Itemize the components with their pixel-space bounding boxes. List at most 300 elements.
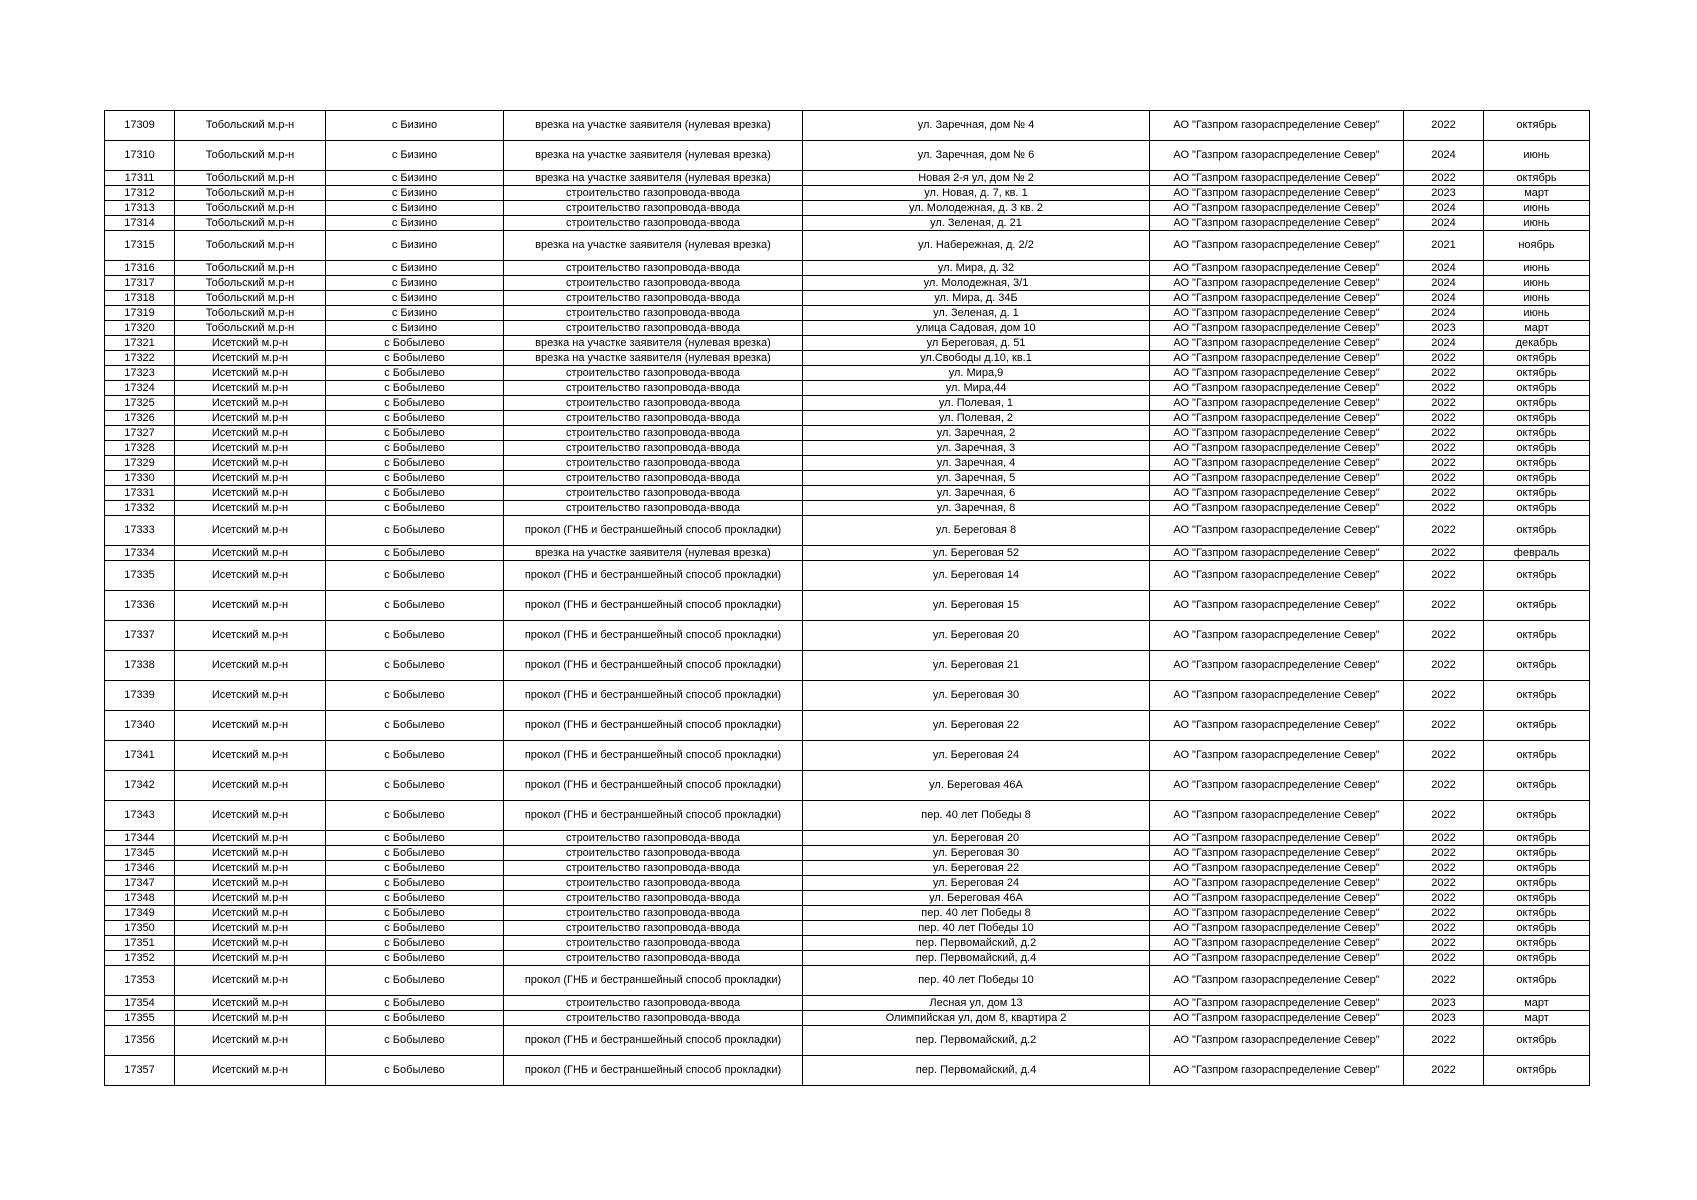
table-row xyxy=(105,336,1590,351)
cell-id: 17312 xyxy=(105,186,175,201)
cell-address: пер. 40 лет Победы 8 xyxy=(803,801,1150,831)
cell-id: 17353 xyxy=(105,966,175,996)
cell-address: ул. Набережная, д. 2/2 xyxy=(803,231,1150,261)
cell-address: пер. 40 лет Победы 10 xyxy=(803,966,1150,996)
cell-organization: АО "Газпром газораспределение Север" xyxy=(1150,141,1404,171)
cell-organization: АО "Газпром газораспределение Север" xyxy=(1150,261,1404,276)
cell-work-type: строительство газопровода-ввода xyxy=(504,216,803,231)
cell-year: 2022 xyxy=(1404,891,1484,906)
cell-address: ул. Заречная, 4 xyxy=(803,456,1150,471)
cell-settlement: с Бизино xyxy=(326,261,504,276)
table-row xyxy=(105,321,1590,336)
cell-address: ул Береговая, д. 51 xyxy=(803,336,1150,351)
cell-id: 17356 xyxy=(105,1026,175,1056)
cell-settlement: с Бобылево xyxy=(326,456,504,471)
cell-settlement: с Бобылево xyxy=(326,921,504,936)
cell-organization: АО "Газпром газораспределение Север" xyxy=(1150,801,1404,831)
cell-year: 2022 xyxy=(1404,171,1484,186)
cell-work-type: прокол (ГНБ и бестраншейный способ прокладки) xyxy=(504,621,803,651)
cell-settlement: с Бобылево xyxy=(326,741,504,771)
cell-organization: АО "Газпром газораспределение Север" xyxy=(1150,966,1404,996)
cell-district: Исетский м.р-н xyxy=(175,936,326,951)
cell-address: ул. Береговая 24 xyxy=(803,741,1150,771)
cell-district: Исетский м.р-н xyxy=(175,741,326,771)
cell-settlement: с Бобылево xyxy=(326,876,504,891)
cell-month: октябрь xyxy=(1484,396,1590,411)
cell-address: ул. Береговая 8 xyxy=(803,516,1150,546)
cell-year: 2022 xyxy=(1404,111,1484,141)
cell-month: февраль xyxy=(1484,546,1590,561)
cell-address: ул. Новая, д. 7, кв. 1 xyxy=(803,186,1150,201)
cell-district: Исетский м.р-н xyxy=(175,591,326,621)
cell-organization: АО "Газпром газораспределение Север" xyxy=(1150,216,1404,231)
cell-id: 17330 xyxy=(105,471,175,486)
cell-district: Исетский м.р-н xyxy=(175,711,326,741)
table-row xyxy=(105,771,1590,801)
cell-district: Исетский м.р-н xyxy=(175,651,326,681)
cell-district: Тобольский м.р-н xyxy=(175,216,326,231)
cell-settlement: с Бобылево xyxy=(326,951,504,966)
cell-work-type: прокол (ГНБ и бестраншейный способ прокладки) xyxy=(504,1026,803,1056)
cell-work-type: строительство газопровода-ввода xyxy=(504,381,803,396)
cell-work-type: строительство газопровода-ввода xyxy=(504,486,803,501)
cell-district: Исетский м.р-н xyxy=(175,441,326,456)
cell-id: 17309 xyxy=(105,111,175,141)
cell-address: ул. Береговая 21 xyxy=(803,651,1150,681)
cell-district: Тобольский м.р-н xyxy=(175,306,326,321)
cell-settlement: с Бизино xyxy=(326,306,504,321)
cell-work-type: строительство газопровода-ввода xyxy=(504,831,803,846)
cell-year: 2021 xyxy=(1404,231,1484,261)
cell-month: октябрь xyxy=(1484,456,1590,471)
cell-id: 17313 xyxy=(105,201,175,216)
cell-id: 17348 xyxy=(105,891,175,906)
cell-id: 17338 xyxy=(105,651,175,681)
cell-id: 17319 xyxy=(105,306,175,321)
cell-work-type: прокол (ГНБ и бестраншейный способ прокладки) xyxy=(504,711,803,741)
cell-id: 17326 xyxy=(105,411,175,426)
cell-organization: АО "Газпром газораспределение Север" xyxy=(1150,741,1404,771)
cell-month: октябрь xyxy=(1484,681,1590,711)
cell-month: октябрь xyxy=(1484,711,1590,741)
cell-id: 17318 xyxy=(105,291,175,306)
cell-month: октябрь xyxy=(1484,441,1590,456)
cell-district: Тобольский м.р-н xyxy=(175,231,326,261)
cell-month: октябрь xyxy=(1484,621,1590,651)
cell-settlement: с Бобылево xyxy=(326,996,504,1011)
cell-month: июнь xyxy=(1484,291,1590,306)
cell-district: Исетский м.р-н xyxy=(175,486,326,501)
cell-id: 17317 xyxy=(105,276,175,291)
cell-year: 2022 xyxy=(1404,546,1484,561)
table-row xyxy=(105,261,1590,276)
cell-address: ул. Береговая 15 xyxy=(803,591,1150,621)
cell-settlement: с Бобылево xyxy=(326,591,504,621)
cell-year: 2024 xyxy=(1404,216,1484,231)
cell-month: октябрь xyxy=(1484,411,1590,426)
cell-month: октябрь xyxy=(1484,471,1590,486)
table-row xyxy=(105,111,1590,141)
cell-address: ул. Береговая 30 xyxy=(803,681,1150,711)
cell-year: 2024 xyxy=(1404,201,1484,216)
cell-year: 2024 xyxy=(1404,291,1484,306)
cell-id: 17347 xyxy=(105,876,175,891)
cell-settlement: с Бобылево xyxy=(326,966,504,996)
cell-district: Исетский м.р-н xyxy=(175,381,326,396)
table-row xyxy=(105,876,1590,891)
cell-work-type: врезка на участке заявителя (нулевая врезка) xyxy=(504,171,803,186)
cell-month: октябрь xyxy=(1484,351,1590,366)
cell-month: март xyxy=(1484,321,1590,336)
cell-settlement: с Бобылево xyxy=(326,471,504,486)
cell-id: 17335 xyxy=(105,561,175,591)
cell-organization: АО "Газпром газораспределение Север" xyxy=(1150,171,1404,186)
table-row xyxy=(105,396,1590,411)
cell-id: 17345 xyxy=(105,846,175,861)
cell-address: ул. Заречная, 2 xyxy=(803,426,1150,441)
cell-month: март xyxy=(1484,186,1590,201)
table-row xyxy=(105,411,1590,426)
table-row xyxy=(105,591,1590,621)
cell-month: июнь xyxy=(1484,261,1590,276)
cell-address: ул. Молодежная, д. 3 кв. 2 xyxy=(803,201,1150,216)
cell-address: ул. Заречная, дом № 4 xyxy=(803,111,1150,141)
table-row xyxy=(105,381,1590,396)
cell-work-type: прокол (ГНБ и бестраншейный способ прокладки) xyxy=(504,966,803,996)
cell-address: ул. Береговая 46А xyxy=(803,891,1150,906)
table-row xyxy=(105,561,1590,591)
cell-district: Исетский м.р-н xyxy=(175,861,326,876)
table-row xyxy=(105,306,1590,321)
cell-address: ул. Береговая 22 xyxy=(803,861,1150,876)
cell-address: ул. Заречная, 5 xyxy=(803,471,1150,486)
cell-work-type: прокол (ГНБ и бестраншейный способ прокладки) xyxy=(504,516,803,546)
cell-id: 17357 xyxy=(105,1056,175,1086)
cell-work-type: врезка на участке заявителя (нулевая врезка) xyxy=(504,111,803,141)
document-page xyxy=(104,110,1589,1086)
table-row xyxy=(105,861,1590,876)
cell-address: ул. Мира, д. 34Б xyxy=(803,291,1150,306)
cell-address: пер. 40 лет Победы 10 xyxy=(803,921,1150,936)
table-row xyxy=(105,216,1590,231)
cell-work-type: строительство газопровода-ввода xyxy=(504,876,803,891)
cell-district: Исетский м.р-н xyxy=(175,966,326,996)
cell-settlement: с Бобылево xyxy=(326,516,504,546)
cell-organization: АО "Газпром газораспределение Север" xyxy=(1150,951,1404,966)
cell-district: Исетский м.р-н xyxy=(175,411,326,426)
cell-organization: АО "Газпром газораспределение Север" xyxy=(1150,486,1404,501)
table-row xyxy=(105,801,1590,831)
cell-year: 2024 xyxy=(1404,141,1484,171)
cell-id: 17320 xyxy=(105,321,175,336)
cell-district: Исетский м.р-н xyxy=(175,1011,326,1026)
cell-id: 17327 xyxy=(105,426,175,441)
cell-month: октябрь xyxy=(1484,171,1590,186)
cell-settlement: с Бизино xyxy=(326,186,504,201)
cell-settlement: с Бобылево xyxy=(326,381,504,396)
cell-settlement: с Бобылево xyxy=(326,846,504,861)
cell-organization: АО "Газпром газораспределение Север" xyxy=(1150,561,1404,591)
cell-month: октябрь xyxy=(1484,486,1590,501)
cell-settlement: с Бизино xyxy=(326,141,504,171)
gasification-table xyxy=(104,110,1590,1086)
cell-year: 2022 xyxy=(1404,846,1484,861)
cell-address: ул. Заречная, 3 xyxy=(803,441,1150,456)
cell-year: 2022 xyxy=(1404,741,1484,771)
cell-year: 2022 xyxy=(1404,936,1484,951)
cell-year: 2023 xyxy=(1404,321,1484,336)
cell-district: Исетский м.р-н xyxy=(175,951,326,966)
table-row xyxy=(105,1011,1590,1026)
cell-address: Лесная ул, дом 13 xyxy=(803,996,1150,1011)
cell-month: октябрь xyxy=(1484,891,1590,906)
cell-address: улица Садовая, дом 10 xyxy=(803,321,1150,336)
cell-address: Олимпийская ул, дом 8, квартира 2 xyxy=(803,1011,1150,1026)
cell-address: ул. Береговая 20 xyxy=(803,831,1150,846)
cell-district: Исетский м.р-н xyxy=(175,846,326,861)
cell-month: октябрь xyxy=(1484,861,1590,876)
cell-year: 2022 xyxy=(1404,1056,1484,1086)
table-row xyxy=(105,891,1590,906)
cell-id: 17321 xyxy=(105,336,175,351)
cell-month: октябрь xyxy=(1484,591,1590,621)
cell-organization: АО "Газпром газораспределение Север" xyxy=(1150,621,1404,651)
cell-organization: АО "Газпром газораспределение Север" xyxy=(1150,456,1404,471)
table-row xyxy=(105,366,1590,381)
cell-organization: АО "Газпром газораспределение Север" xyxy=(1150,711,1404,741)
cell-settlement: с Бобылево xyxy=(326,681,504,711)
cell-work-type: строительство газопровода-ввода xyxy=(504,321,803,336)
cell-district: Исетский м.р-н xyxy=(175,426,326,441)
cell-settlement: с Бизино xyxy=(326,276,504,291)
cell-settlement: с Бобылево xyxy=(326,546,504,561)
cell-organization: АО "Газпром газораспределение Север" xyxy=(1150,366,1404,381)
cell-work-type: врезка на участке заявителя (нулевая врезка) xyxy=(504,546,803,561)
cell-district: Исетский м.р-н xyxy=(175,561,326,591)
cell-organization: АО "Газпром газораспределение Север" xyxy=(1150,276,1404,291)
cell-id: 17343 xyxy=(105,801,175,831)
cell-year: 2022 xyxy=(1404,951,1484,966)
cell-organization: АО "Газпром газораспределение Север" xyxy=(1150,471,1404,486)
cell-district: Исетский м.р-н xyxy=(175,771,326,801)
cell-district: Исетский м.р-н xyxy=(175,1026,326,1056)
cell-organization: АО "Газпром газораспределение Север" xyxy=(1150,336,1404,351)
cell-work-type: прокол (ГНБ и бестраншейный способ прокладки) xyxy=(504,801,803,831)
cell-year: 2022 xyxy=(1404,621,1484,651)
cell-id: 17316 xyxy=(105,261,175,276)
cell-district: Тобольский м.р-н xyxy=(175,171,326,186)
cell-address: ул. Береговая 22 xyxy=(803,711,1150,741)
cell-district: Исетский м.р-н xyxy=(175,801,326,831)
cell-id: 17339 xyxy=(105,681,175,711)
cell-address: ул. Береговая 30 xyxy=(803,846,1150,861)
cell-month: июнь xyxy=(1484,276,1590,291)
cell-year: 2022 xyxy=(1404,876,1484,891)
cell-id: 17350 xyxy=(105,921,175,936)
cell-id: 17315 xyxy=(105,231,175,261)
cell-district: Тобольский м.р-н xyxy=(175,201,326,216)
cell-work-type: врезка на участке заявителя (нулевая врезка) xyxy=(504,351,803,366)
cell-address: ул. Береговая 46А xyxy=(803,771,1150,801)
cell-work-type: строительство газопровода-ввода xyxy=(504,291,803,306)
cell-address: ул. Молодежная, 3/1 xyxy=(803,276,1150,291)
cell-settlement: с Бобылево xyxy=(326,801,504,831)
cell-id: 17340 xyxy=(105,711,175,741)
cell-address: ул. Мира, д. 32 xyxy=(803,261,1150,276)
cell-year: 2022 xyxy=(1404,441,1484,456)
cell-month: октябрь xyxy=(1484,951,1590,966)
cell-organization: АО "Газпром газораспределение Север" xyxy=(1150,186,1404,201)
cell-work-type: прокол (ГНБ и бестраншейный способ прокладки) xyxy=(504,771,803,801)
cell-address: пер. Первомайский, д.2 xyxy=(803,936,1150,951)
cell-organization: АО "Газпром газораспределение Север" xyxy=(1150,876,1404,891)
cell-settlement: с Бобылево xyxy=(326,336,504,351)
table-row xyxy=(105,486,1590,501)
cell-work-type: строительство газопровода-ввода xyxy=(504,396,803,411)
cell-organization: АО "Газпром газораспределение Север" xyxy=(1150,591,1404,621)
cell-year: 2022 xyxy=(1404,591,1484,621)
cell-month: декабрь xyxy=(1484,336,1590,351)
table-row xyxy=(105,846,1590,861)
cell-year: 2022 xyxy=(1404,906,1484,921)
table-row xyxy=(105,546,1590,561)
cell-organization: АО "Газпром газораспределение Север" xyxy=(1150,291,1404,306)
cell-year: 2023 xyxy=(1404,1011,1484,1026)
cell-id: 17352 xyxy=(105,951,175,966)
cell-work-type: строительство газопровода-ввода xyxy=(504,921,803,936)
cell-district: Исетский м.р-н xyxy=(175,876,326,891)
cell-id: 17332 xyxy=(105,501,175,516)
cell-year: 2022 xyxy=(1404,651,1484,681)
cell-work-type: строительство газопровода-ввода xyxy=(504,456,803,471)
cell-organization: АО "Газпром газораспределение Север" xyxy=(1150,111,1404,141)
cell-work-type: строительство газопровода-ввода xyxy=(504,411,803,426)
cell-address: ул. Полевая, 1 xyxy=(803,396,1150,411)
cell-organization: АО "Газпром газораспределение Север" xyxy=(1150,771,1404,801)
cell-address: Новая 2-я ул, дом № 2 xyxy=(803,171,1150,186)
cell-settlement: с Бобылево xyxy=(326,831,504,846)
cell-settlement: с Бобылево xyxy=(326,501,504,516)
cell-id: 17331 xyxy=(105,486,175,501)
cell-address: ул. Полевая, 2 xyxy=(803,411,1150,426)
cell-year: 2022 xyxy=(1404,711,1484,741)
cell-district: Исетский м.р-н xyxy=(175,921,326,936)
table-row xyxy=(105,711,1590,741)
cell-year: 2022 xyxy=(1404,366,1484,381)
cell-settlement: с Бобылево xyxy=(326,621,504,651)
cell-organization: АО "Газпром газораспределение Север" xyxy=(1150,681,1404,711)
cell-year: 2022 xyxy=(1404,396,1484,411)
cell-district: Тобольский м.р-н xyxy=(175,261,326,276)
cell-year: 2022 xyxy=(1404,516,1484,546)
cell-settlement: с Бобылево xyxy=(326,711,504,741)
cell-address: пер. 40 лет Победы 8 xyxy=(803,906,1150,921)
cell-settlement: с Бобылево xyxy=(326,426,504,441)
cell-district: Исетский м.р-н xyxy=(175,351,326,366)
cell-organization: АО "Газпром газораспределение Север" xyxy=(1150,411,1404,426)
cell-address: пер. Первомайский, д.2 xyxy=(803,1026,1150,1056)
cell-id: 17337 xyxy=(105,621,175,651)
cell-settlement: с Бобылево xyxy=(326,651,504,681)
cell-settlement: с Бобылево xyxy=(326,906,504,921)
cell-organization: АО "Газпром газораспределение Север" xyxy=(1150,306,1404,321)
cell-work-type: строительство газопровода-ввода xyxy=(504,471,803,486)
cell-organization: АО "Газпром газораспределение Север" xyxy=(1150,891,1404,906)
cell-district: Исетский м.р-н xyxy=(175,516,326,546)
cell-settlement: с Бобылево xyxy=(326,351,504,366)
table-row xyxy=(105,456,1590,471)
cell-year: 2023 xyxy=(1404,186,1484,201)
cell-address: ул. Мира,9 xyxy=(803,366,1150,381)
cell-organization: АО "Газпром газораспределение Север" xyxy=(1150,831,1404,846)
table-row xyxy=(105,276,1590,291)
cell-organization: АО "Газпром газораспределение Север" xyxy=(1150,501,1404,516)
cell-district: Исетский м.р-н xyxy=(175,336,326,351)
cell-district: Тобольский м.р-н xyxy=(175,111,326,141)
cell-work-type: строительство газопровода-ввода xyxy=(504,261,803,276)
cell-work-type: прокол (ГНБ и бестраншейный способ прокладки) xyxy=(504,591,803,621)
cell-district: Исетский м.р-н xyxy=(175,906,326,921)
cell-year: 2022 xyxy=(1404,486,1484,501)
cell-organization: АО "Газпром газораспределение Север" xyxy=(1150,861,1404,876)
cell-id: 17355 xyxy=(105,1011,175,1026)
cell-district: Тобольский м.р-н xyxy=(175,276,326,291)
cell-year: 2022 xyxy=(1404,771,1484,801)
cell-year: 2022 xyxy=(1404,921,1484,936)
cell-month: октябрь xyxy=(1484,801,1590,831)
cell-id: 17336 xyxy=(105,591,175,621)
cell-organization: АО "Газпром газораспределение Север" xyxy=(1150,351,1404,366)
cell-month: октябрь xyxy=(1484,111,1590,141)
cell-address: ул. Мира,44 xyxy=(803,381,1150,396)
cell-year: 2022 xyxy=(1404,561,1484,591)
cell-settlement: с Бобылево xyxy=(326,441,504,456)
cell-month: октябрь xyxy=(1484,741,1590,771)
cell-id: 17322 xyxy=(105,351,175,366)
cell-organization: АО "Газпром газораспределение Север" xyxy=(1150,1026,1404,1056)
cell-settlement: с Бобылево xyxy=(326,411,504,426)
table-row xyxy=(105,291,1590,306)
cell-month: июнь xyxy=(1484,306,1590,321)
cell-organization: АО "Газпром газораспределение Север" xyxy=(1150,321,1404,336)
cell-month: октябрь xyxy=(1484,876,1590,891)
table-row xyxy=(105,921,1590,936)
cell-work-type: строительство газопровода-ввода xyxy=(504,951,803,966)
cell-month: октябрь xyxy=(1484,936,1590,951)
cell-id: 17311 xyxy=(105,171,175,186)
cell-month: октябрь xyxy=(1484,381,1590,396)
cell-settlement: с Бобылево xyxy=(326,1011,504,1026)
cell-settlement: с Бобылево xyxy=(326,1056,504,1086)
cell-settlement: с Бобылево xyxy=(326,936,504,951)
cell-settlement: с Бизино xyxy=(326,231,504,261)
cell-settlement: с Бобылево xyxy=(326,861,504,876)
table-row xyxy=(105,1026,1590,1056)
cell-work-type: строительство газопровода-ввода xyxy=(504,426,803,441)
cell-year: 2022 xyxy=(1404,381,1484,396)
cell-id: 17324 xyxy=(105,381,175,396)
cell-id: 17351 xyxy=(105,936,175,951)
cell-work-type: строительство газопровода-ввода xyxy=(504,441,803,456)
cell-year: 2024 xyxy=(1404,336,1484,351)
table-row xyxy=(105,651,1590,681)
cell-work-type: врезка на участке заявителя (нулевая врезка) xyxy=(504,336,803,351)
cell-id: 17310 xyxy=(105,141,175,171)
cell-settlement: с Бобылево xyxy=(326,1026,504,1056)
cell-work-type: строительство газопровода-ввода xyxy=(504,201,803,216)
cell-organization: АО "Газпром газораспределение Север" xyxy=(1150,426,1404,441)
cell-id: 17333 xyxy=(105,516,175,546)
